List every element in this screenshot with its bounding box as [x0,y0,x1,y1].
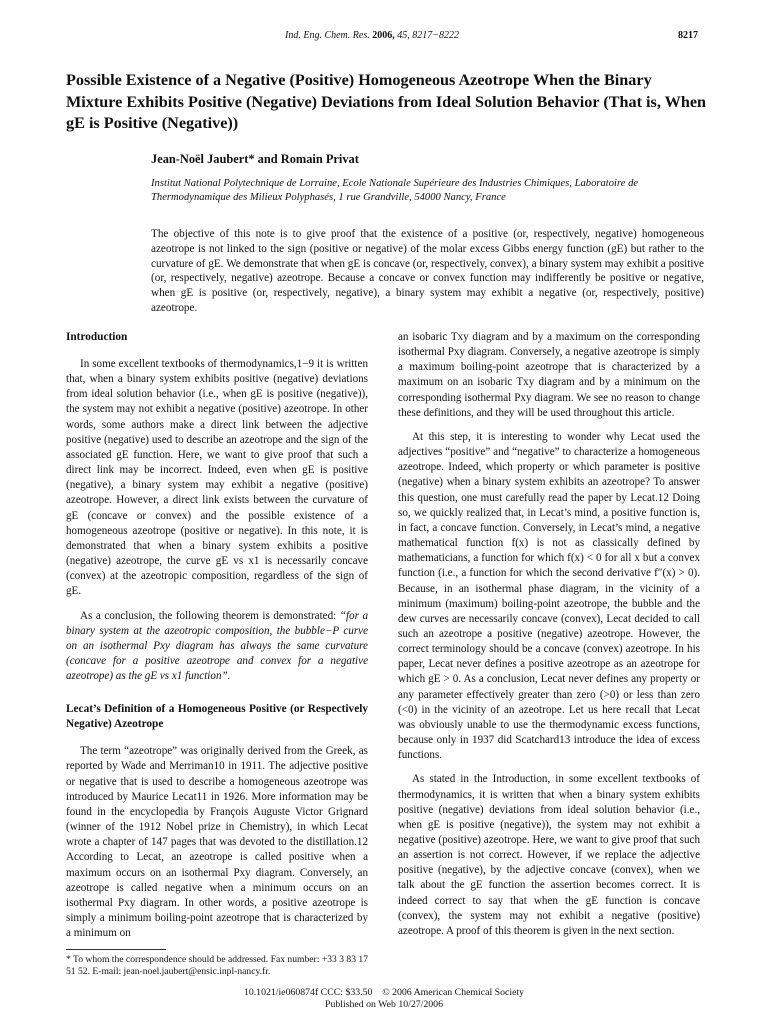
paragraph: As stated in the Introduction, in some excellent textbooks of thermodynamics, it is written that when a binary system exhibits positive (negative) deviations from ideal solution behavior (i.e., when gE is positive (negative)), the system may not exhibit a negative (positive) azeotrope. Here, we want to give proof that such an assertion is not correct. However, if we replace the adjective positive (negative), by the adjective concave (convex), when we talk about the gE function the assertion becomes correct. It is indeed correct to say that when the gE function is concave (convex), the system may not exhibit a negative (positive) azeotrope. A proof of this theorem is given in the next section. [398,773,700,937]
page-footer [0,987,768,1011]
section-heading-introduction: Introduction [66,331,128,343]
correspondence-footnote: * To whom the correspondence should be addressed. Fax number: +33 3 83 17 51 52. E-mail: jean-noel.jaubert@ensic.inpl-nancy.fr. [66,949,368,978]
section-heading-lecat: Lecat’s Definition of a Homogeneous Positive (or Respectively Negative) Azeotrope [66,703,368,731]
paragraph: The term “azeotrope” was originally derived from the Greek, as reported by Wade and Merriman10 in 1911. The adjective positive or negative that is used to describe a homogeneous azeotrope was introduced by Maurice Lecat11 in 1926. More information may be found in the encyclopedia by François Auguste Victor Grignard (winner of the 1912 Nobel prize in Chemistry), in which Lecat wrote a chapter of 147 pages that was devoted to the distillation.12 According to Lecat, an azeotrope is called positive when a maximum occurs on an isothermal Pxy diagram. Conversely, an azeotrope is called negative when a minimum occurs on an isothermal Pxy diagram. In other words, a positive azeotrope is simply a minimum boiling-point azeotrope that is characterized by a minimum on [66,745,368,940]
copyright: © 2006 American Chemical Society [382,987,525,998]
published-date: Published on Web 10/27/2006 [325,999,443,1010]
left-column [66,330,368,950]
article-title: Possible Existence of a Negative (Positive) Homogeneous Azeotrope When the Binary Mixture Exhibits Positive (Negative) Deviations from Ideal Solution Behavior (That is, When gE is Positive (Negative)) [66,71,707,132]
theorem-statement: “for a binary system at the azeotropic composition, the bubble−P curve on an isothermal Pxy diagram has always the same curvature (concave for a positive azeotrope and convex for a negative azeotrope) as the gE vs x1 function”. [66,609,369,683]
authors: Jean-Noël Jaubert* and Romain Privat [151,152,359,166]
affiliation: Institut National Polytechnique de Lorraine, Ecole Nationale Supérieure des Industries Chimiques, Laboratoire de Thermodynamique des Milieux Polyphasés, 1 rue Grandville, 54000 Nancy, France [151,178,639,203]
paragraph: an isobaric Txy diagram and by a maximum on the corresponding isothermal Pxy diagram. Conversely, a negative azeotrope is simply a maximum boiling-point azeotrope that is characterized by a maximum on an isobaric Txy diagram and by a minimum on the corresponding isothermal Pxy diagram. We see no reason to change these definitions, and they will be used throughout this article. [398,331,700,419]
page-number: 8217 [678,30,698,41]
running-header [0,30,768,46]
paragraph: At this step, it is interesting to wonder why Lecat used the adjectives “positive” and “negative” to characterize a homogeneous azeotrope. Indeed, which property or which parameter is positive (negative) when a binary system exhibits an azeotrope? To answer this question, one must carefully read the paper by Lecat.12 Doing so, we quickly realized that, in Lecat’s mind, a positive function is, in fact, a concave function. Conversely, in Lecat’s mind, a negative mathematical function f(x) is not as classically defined by mathematicians, a function for which f(x) < 0 for all x but a convex function (i.e., a function for which the second derivative f″(x) > 0). Because, in an isothermal phase diagram, in the vicinity of a minimum (maximum) boiling-point azeotrope, the bubble and the dew curves are necessarily concave (convex), Lecat decided to call such an azeotrope a positive (negative) azeotrope. However, the correct terminology should be a concave (convex) azeotrope. In his paper, Lecat never defines a positive azeotrope as an azeotrope for which gE > 0. As a conclusion, Lecat never defines any property or any parameter effectively greater than zero (>0) or less than zero (<0) in the vicinity of an azeotrope. Let us here recall that Lecat was obviously unable to use the thermodynamic excess functions, because only in 1937 did Scatchard13 introduce the idea of excess functions. [398,430,700,762]
abstract: The objective of this note is to give proof that the existence of a positive (or, respectively, negative) homogeneous azeotrope is not linked to the sign (positive or negative) of the molar excess Gibbs energy function (gE) but rather to the curvature of gE. We demonstrate that when gE is concave (or, respectively, convex), a binary system may exhibit a positive (or, respectively, negative) azeotrope. Because a concave or convex function may indifferently be positive or negative, when gE is positive (or, respectively, negative), a binary system may exhibit a negative (or, respectively, positive) azeotrope. [151,228,704,314]
paragraph: In some excellent textbooks of thermodynamics,1−9 it is written that, when a binary system exhibits positive (negative) deviations from ideal solution behavior (i.e., when gE is positive (negative)), the system may not exhibit a negative (positive) azeotrope. In other words, some authors make a direct link between the adjective positive (negative) used to describe an azeotrope and the sign of the associated gE function. Here, we want to give proof that such a direct link may be incorrect. Indeed, even when gE is positive (negative), a binary system may exhibit a negative (positive) azeotrope. However, a direct link exists between the curvature of gE (concave or convex) and the possible existence of a homogeneous azeotrope (positive or negative). In this note, it is demonstrated that when a binary system exhibits a positive (negative) azeotrope, the curve gE vs x1 is necessarily concave (convex) at the azeotropic composition, regardless of the sign of gE. [66,358,368,598]
journal-citation: Ind. Eng. Chem. Res. 2006, 45, 8217−8222 [285,30,459,41]
doi: 10.1021/ie060874f CCC: $33.50 [243,987,373,998]
right-column [398,330,700,948]
footnote-rule [66,949,166,950]
paragraph-theorem: As a conclusion, the following theorem is demonstrated: “for a binary system at the azeotropic composition, the bubble−P curve on an isothermal Pxy diagram has always the same curvature (concave for a positive azeotrope and convex for a negative azeotrope) as the gE vs x1 function”. [66,609,369,683]
